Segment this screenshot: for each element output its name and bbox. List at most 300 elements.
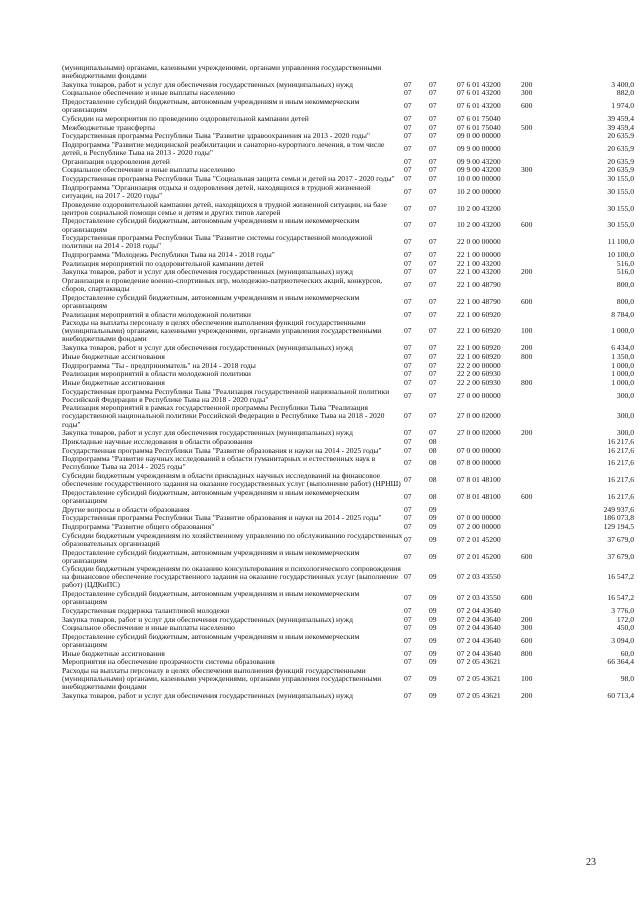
row-amount: 1 000,0: [611, 369, 634, 379]
row-target-article: 10 0 00 00000: [457, 174, 501, 184]
row-section-code: 07: [404, 504, 412, 514]
row-name: Закупка товаров, работ и услуг для обеспечения государственных (муниципальных) нужд: [62, 614, 353, 624]
row-amount: 30 155,0: [607, 186, 634, 196]
row-subsection-code: 07: [429, 88, 437, 98]
row-section-code: 07: [404, 249, 412, 259]
row-target-article: 07 2 05 43621: [457, 691, 501, 701]
table-row: [62, 388, 634, 405]
row-name: Предоставление субсидий бюджетным, автономным учреждениям и иным некоммерческим организациям: [62, 547, 360, 565]
row-amount: 66 364,4: [607, 657, 634, 667]
row-target-article: 22 2 00 60930: [457, 377, 501, 387]
row-section-code: [404, 64, 429, 81]
row-section-code: 07: [404, 156, 412, 166]
row-name: (муниципальными) органами, казенными учреждениями, органами управления государственными внебюджетными фондами: [62, 63, 382, 81]
row-expense-type: [521, 141, 561, 158]
row-name: Проведение оздоровительной кампании детей, находящихся в трудной жизненной ситуации, на базе центров социальной помощи семье и детям и других типов лагерей: [62, 199, 387, 217]
row-expense-type: 800: [521, 377, 533, 387]
row-amount: 20 635,9: [607, 144, 634, 154]
row-subsection-code: 07: [429, 411, 437, 421]
row-name: Реализация мероприятий в области молодежной политики: [62, 369, 251, 379]
row-name: Мероприятия на обеспечение прозрачности системы образования: [62, 657, 275, 667]
row-expense-type: [521, 455, 561, 472]
row-section-code: 07: [404, 390, 412, 400]
row-name: Государственная программа Республики Тыва "Развитие здравоохранения на 2013 - 2020 годы": [62, 131, 370, 141]
row-amount: 1 000,0: [611, 326, 634, 336]
row-amount: 20 635,9: [607, 156, 634, 166]
row-name: Государственная программа Республики Тыва "Реализация государственной национальной политики Российской Федерации в Республике Тыва на 2018 - 2020 годы": [62, 386, 390, 404]
row-subsection-code: 08: [429, 436, 437, 446]
row-target-article: 07 6 01 75040: [457, 113, 501, 123]
row-subsection-code: 07: [429, 390, 437, 400]
row-expense-type: 300: [521, 165, 533, 175]
row-name: Расходы на выплаты персоналу в целях обеспечения выполнения функций государственными (муниципальными) органами, казенными учреждениями, органами управления государственными внебюджетными фондами: [62, 666, 382, 692]
row-expense-type: [521, 658, 561, 667]
row-name: Предоставление субсидий бюджетным, автономным учреждениям и иным некоммерческим организациям: [62, 632, 360, 650]
row-expense-type: [521, 514, 561, 523]
row-target-article: 22 2 00 60930: [457, 369, 501, 379]
row-expense-type: [521, 532, 561, 549]
row-amount: [561, 64, 634, 81]
row-amount: 98,0: [620, 674, 634, 684]
row-name: Государственная поддержка талантливой молодежи: [62, 605, 230, 615]
row-target-article: 27 0 00 02000: [457, 411, 501, 421]
row-target-article: 07 2 01 45200: [457, 551, 501, 561]
row-amount: 16 217,6: [607, 491, 634, 501]
row-subsection-code: 08: [429, 491, 437, 501]
row-subsection-code: 09: [429, 593, 437, 603]
row-subsection-code: 07: [429, 326, 437, 336]
table-row: [62, 489, 634, 506]
row-section-code: 07: [404, 258, 412, 268]
row-expense-type: [521, 472, 561, 489]
table-row: [62, 141, 634, 158]
row-subsection-code: 07: [429, 131, 437, 141]
row-expense-type: [521, 311, 561, 320]
row-subsection-code: 09: [429, 534, 437, 544]
table-row: [62, 234, 634, 251]
row-expense-type: [521, 175, 561, 184]
row-name: Прикладные научные исследования в области образования: [62, 436, 253, 446]
row-name: Государственная программа Республики Тыва "Развитие образования и науки на 2014 - 2025 годы": [62, 513, 382, 523]
row-target-article: 07 8 01 48100: [457, 491, 501, 501]
row-target-article: 07 6 01 43200: [457, 88, 501, 98]
row-target-article: 07 2 05 43621: [457, 657, 501, 667]
row-name: Реализация мероприятий в рамках государственной программы Республики Тыва "Реализация государственной национальной политики Российской Федерации в Республике Тыва на 2018 - 2020 годы": [62, 403, 385, 429]
row-target-article: 22 1 00 00000: [457, 249, 501, 259]
row-target-article: 22 1 00 43200: [457, 258, 501, 268]
table-row: [62, 201, 634, 218]
row-section-code: 07: [404, 144, 412, 154]
row-section-code: 07: [404, 572, 412, 582]
row-name: Подпрограмма "Молодежь Республики Тыва на 2014 - 2018 годы": [62, 249, 275, 259]
row-amount: 37 679,0: [607, 534, 634, 544]
row-section-code: 07: [404, 436, 412, 446]
row-target-article: 22 1 00 60920: [457, 309, 501, 319]
row-subsection-code: 07: [429, 79, 437, 89]
row-subsection-code: 09: [429, 572, 437, 582]
row-expense-type: [521, 132, 561, 141]
row-target-article: 09 9 00 43200: [457, 165, 501, 175]
row-expense-type: 600: [521, 551, 533, 561]
row-target-article: 07 2 04 43640: [457, 648, 501, 658]
row-amount: 16 217,6: [607, 445, 634, 455]
row-name: Закупка товаров, работ и услуг для обеспечения государственных (муниципальных) нужд: [62, 691, 353, 701]
row-subsection-code: 07: [429, 428, 437, 438]
row-section-code: 07: [404, 377, 412, 387]
row-section-code: 07: [404, 309, 412, 319]
row-section-code: 07: [404, 623, 412, 633]
row-target-article: 07 2 04 43640: [457, 614, 501, 624]
row-subsection-code: 07: [429, 258, 437, 268]
row-section-code: 07: [404, 411, 412, 421]
row-expense-type: [521, 251, 561, 260]
row-expense-type: 500: [521, 122, 533, 132]
row-section-code: 07: [404, 605, 412, 615]
row-name: Другие вопросы в области образования: [62, 504, 190, 514]
row-expense-type: 200: [521, 614, 533, 624]
row-subsection-code: 07: [429, 351, 437, 361]
row-target-article: 22 1 00 48790: [457, 280, 501, 290]
row-name: Подпрограмма "Развитие общего образования": [62, 522, 215, 532]
row-expense-type: [521, 277, 561, 294]
row-name: Закупка товаров, работ и услуг для обеспечения государственных (муниципальных) нужд: [62, 343, 353, 353]
row-name: Организация и проведение военно-спортивных игр, молодежно-патриотических акций, конкурсов, сборов, спартакиады: [62, 276, 383, 294]
row-target-article: 07 0 00 00000: [457, 513, 501, 523]
table-row: [62, 455, 634, 472]
row-expense-type: [521, 523, 561, 532]
row-amount: 10 100,0: [607, 249, 634, 259]
row-target-article: 07 2 04 43640: [457, 636, 501, 646]
row-target-article: 22 2 00 00000: [457, 360, 501, 370]
table-row: [62, 590, 634, 607]
row-section-code: 07: [404, 131, 412, 141]
table-row: [62, 294, 634, 311]
row-target-article: 22 1 00 60920: [457, 343, 501, 353]
row-expense-type: [521, 184, 561, 201]
row-amount: 16 547,2: [607, 572, 634, 582]
row-target-article: 22 1 00 60920: [457, 326, 501, 336]
row-name: Подпрограмма "Ты - предприниматель" на 2014 - 2018 годы: [62, 360, 256, 370]
row-target-article: 07 6 01 43200: [457, 79, 501, 89]
row-subsection-code: 07: [429, 360, 437, 370]
row-expense-type: 200: [521, 79, 533, 89]
row-subsection-code: 09: [429, 605, 437, 615]
table-row: [62, 692, 634, 701]
row-amount: 60,0: [620, 648, 634, 658]
row-expense-type: 600: [521, 491, 533, 501]
row-subsection-code: 09: [429, 674, 437, 684]
row-target-article: 22 1 00 48790: [457, 296, 501, 306]
table-row: [62, 217, 634, 234]
row-expense-type: 600: [521, 593, 533, 603]
row-section-code: 07: [404, 445, 412, 455]
row-expense-type: 800: [521, 351, 533, 361]
row-amount: 3 776,0: [611, 605, 634, 615]
row-expense-type: [521, 388, 561, 405]
row-amount: 172,0: [616, 614, 634, 624]
row-section-code: 07: [404, 551, 412, 561]
row-amount: 30 155,0: [607, 174, 634, 184]
table-row: [62, 319, 634, 344]
row-name: Государственная программа Республики Тыва "Социальная защита семьи и детей на 2017 - 2020 годы": [62, 174, 395, 184]
row-amount: 60 713,4: [607, 691, 634, 701]
row-name: Закупка товаров, работ и услуг для обеспечения государственных (муниципальных) нужд: [62, 267, 353, 277]
row-expense-type: 600: [521, 220, 533, 230]
table-row: [62, 277, 634, 294]
row-name: Государственная программа Республики Тыва "Развитие образования и науки на 2014 - 2025 годы": [62, 445, 382, 455]
row-target-article: 07 0 00 00000: [457, 445, 501, 455]
row-name: Социальное обеспечение и иные выплаты населению: [62, 165, 235, 175]
row-amount: 800,0: [616, 296, 634, 306]
row-target-article: 09 9 00 00000: [457, 144, 501, 154]
row-subsection-code: 09: [429, 636, 437, 646]
row-name: Иные бюджетные ассигнования: [62, 648, 165, 658]
row-subsection-code: 07: [429, 186, 437, 196]
row-expense-type: [521, 565, 561, 590]
row-amount: 1 974,0: [611, 101, 634, 111]
table-row: [62, 633, 634, 650]
row-section-code: 07: [404, 428, 412, 438]
row-section-code: 07: [404, 79, 412, 89]
row-section-code: 07: [404, 237, 412, 247]
row-subsection-code: 09: [429, 657, 437, 667]
row-subsection-code: 07: [429, 267, 437, 277]
row-amount: 3 400,0: [611, 79, 634, 89]
row-target-article: 07 8 01 48100: [457, 475, 501, 485]
row-name: Предоставление субсидий бюджетным, автономным учреждениям и иным некоммерческим организациям: [62, 216, 360, 234]
row-target-article: 07 2 01 45200: [457, 534, 501, 544]
row-section-code: 07: [404, 113, 412, 123]
row-amount: 16 217,6: [607, 458, 634, 468]
row-subsection-code: 08: [429, 475, 437, 485]
row-name: Межбюджетные трансферты: [62, 122, 155, 132]
table-row: [62, 64, 634, 81]
row-amount: 39 459,4: [607, 122, 634, 132]
row-section-code: 07: [404, 351, 412, 361]
row-name: Социальное обеспечение и иные выплаты населению: [62, 88, 235, 98]
table-row: [62, 667, 634, 692]
row-amount: 16 547,2: [607, 593, 634, 603]
row-subsection-code: 07: [429, 309, 437, 319]
row-name: Предоставление субсидий бюджетным, автономным учреждениям и иным некоммерческим организациям: [62, 487, 360, 505]
row-subsection-code: 07: [429, 220, 437, 230]
row-amount: 1 350,0: [611, 351, 634, 361]
row-subsection-code: 07: [429, 113, 437, 123]
row-section-code: 07: [404, 186, 412, 196]
row-section-code: 07: [404, 475, 412, 485]
row-section-code: 07: [404, 614, 412, 624]
row-name: Иные бюджетные ассигнования: [62, 351, 165, 361]
row-target-article: 10 2 00 43200: [457, 220, 501, 230]
row-amount: 37 679,0: [607, 551, 634, 561]
row-name: Субсидии бюджетным учреждениям в области прикладных научных исследований на финансовое обеспечение государственного задания на оказание государственных услуг (выполнение работ) (НРНШ): [62, 471, 401, 489]
row-name: Субсидии бюджетным учреждениям по хозяйственному управлению по обслуживанию государственных образовательных организаций: [62, 530, 403, 548]
row-target-article: 07 8 00 00000: [457, 458, 501, 468]
budget-table-body: [62, 64, 634, 701]
row-section-code: 07: [404, 534, 412, 544]
row-amount: 800,0: [616, 280, 634, 290]
row-section-code: 07: [404, 267, 412, 277]
row-expense-type: [521, 447, 561, 456]
row-name: Реализация мероприятий по оздоровительной кампании детей: [62, 258, 264, 268]
row-name: Организация оздоровления детей: [62, 156, 170, 166]
row-expense-type: [521, 438, 561, 447]
row-section-code: 07: [404, 458, 412, 468]
row-amount: 249 937,6: [603, 504, 634, 514]
row-subsection-code: 09: [429, 551, 437, 561]
row-name: Предоставление субсидий бюджетным, автономным учреждениям и иным некоммерческим организациям: [62, 589, 360, 607]
row-subsection-code: 09: [429, 623, 437, 633]
table-row: [62, 184, 634, 201]
row-section-code: 07: [404, 220, 412, 230]
row-subsection-code: 07: [429, 165, 437, 175]
row-target-article: 07 2 03 43550: [457, 572, 501, 582]
row-section-code: 07: [404, 657, 412, 667]
row-name: Предоставление субсидий бюджетным, автономным учреждениям и иным некоммерческим организациям: [62, 292, 360, 310]
row-name: Реализация мероприятий в области молодежной политики: [62, 309, 251, 319]
row-subsection-code: [429, 64, 457, 81]
row-amount: 39 459,4: [607, 113, 634, 123]
row-expense-type: 200: [521, 428, 533, 438]
table-row: [62, 472, 634, 489]
row-amount: 300,0: [616, 411, 634, 421]
row-amount: 129 194,5: [603, 522, 634, 532]
row-subsection-code: 09: [429, 522, 437, 532]
row-subsection-code: 09: [429, 513, 437, 523]
row-amount: 882,0: [616, 88, 634, 98]
row-expense-type: 300: [521, 88, 533, 98]
table-row: [62, 565, 634, 590]
row-amount: 3 094,0: [611, 636, 634, 646]
row-subsection-code: 08: [429, 458, 437, 468]
row-amount: 30 155,0: [607, 220, 634, 230]
row-expense-type: 300: [521, 623, 533, 633]
row-target-article: 07 6 01 75040: [457, 122, 501, 132]
row-amount: 300,0: [616, 428, 634, 438]
row-expense-type: 600: [521, 636, 533, 646]
row-expense-type: [521, 404, 561, 429]
row-section-code: 07: [404, 593, 412, 603]
row-subsection-code: 07: [429, 174, 437, 184]
row-subsection-code: 07: [429, 343, 437, 353]
row-section-code: 07: [404, 203, 412, 213]
budget-table: [62, 64, 634, 701]
row-amount: 30 155,0: [607, 203, 634, 213]
row-section-code: 07: [404, 360, 412, 370]
row-amount: 516,0: [616, 258, 634, 268]
row-section-code: 07: [404, 691, 412, 701]
row-expense-type: 200: [521, 691, 533, 701]
row-amount: 186 073,8: [603, 513, 634, 523]
row-expense-type: [521, 506, 561, 515]
row-amount: 450,0: [616, 623, 634, 633]
row-target-article: [457, 64, 521, 81]
row-target-article: 07 2 03 43550: [457, 593, 501, 603]
row-name: Государственная программа Республики Тыва "Развитие системы государственной молодежной политики на 2014 - 2018 годы": [62, 233, 373, 251]
row-section-code: 07: [404, 165, 412, 175]
row-expense-type: 100: [521, 326, 533, 336]
row-amount: 20 635,9: [607, 131, 634, 141]
row-subsection-code: 09: [429, 504, 437, 514]
row-target-article: 07 6 01 43200: [457, 101, 501, 111]
row-subsection-code: 07: [429, 296, 437, 306]
row-section-code: 07: [404, 648, 412, 658]
row-subsection-code: 09: [429, 614, 437, 624]
row-section-code: 07: [404, 636, 412, 646]
row-name: Закупка товаров, работ и услуг для обеспечения государственных (муниципальных) нужд: [62, 428, 353, 438]
row-target-article: 22 1 00 60920: [457, 351, 501, 361]
row-subsection-code: 07: [429, 249, 437, 259]
row-name: Подпрограмма "Развитие научных исследований в области гуманитарных и естественных наук в Республике Тыва на 2014 - 2025 годы": [62, 454, 376, 472]
row-section-code: 07: [404, 513, 412, 523]
row-target-article: 27 0 00 00000: [457, 390, 501, 400]
row-section-code: 07: [404, 522, 412, 532]
row-target-article: 09 0 00 00000: [457, 131, 501, 141]
row-target-article: 27 0 00 02000: [457, 428, 501, 438]
row-target-article: 22 0 00 00000: [457, 237, 501, 247]
row-expense-type: [521, 362, 561, 371]
row-name: Иные бюджетные ассигнования: [62, 377, 165, 387]
row-amount: 16 217,6: [607, 475, 634, 485]
row-name: Субсидии на мероприятия по проведению оздоровительной кампании детей: [62, 113, 309, 123]
row-section-code: 07: [404, 122, 412, 132]
row-target-article: 07 2 04 43640: [457, 605, 501, 615]
row-target-article: 22 1 00 43200: [457, 267, 501, 277]
row-target-article: 07 2 04 43640: [457, 623, 501, 633]
row-section-code: 07: [404, 343, 412, 353]
row-target-article: 07 2 00 00000: [457, 522, 501, 532]
row-expense-type: 600: [521, 101, 533, 111]
row-section-code: 07: [404, 101, 412, 111]
row-amount: 516,0: [616, 267, 634, 277]
row-subsection-code: 07: [429, 203, 437, 213]
row-amount: 1 000,0: [611, 360, 634, 370]
row-section-code: 07: [404, 674, 412, 684]
row-section-code: 07: [404, 326, 412, 336]
row-section-code: 07: [404, 88, 412, 98]
row-section-code: 07: [404, 491, 412, 501]
row-expense-type: [521, 201, 561, 218]
table-row: [62, 532, 634, 549]
row-amount: 1 000,0: [611, 377, 634, 387]
row-subsection-code: 07: [429, 369, 437, 379]
row-expense-type: 600: [521, 296, 533, 306]
row-subsection-code: 07: [429, 101, 437, 111]
row-section-code: 07: [404, 296, 412, 306]
row-expense-type: 200: [521, 343, 533, 353]
table-row: [62, 549, 634, 566]
row-subsection-code: 07: [429, 237, 437, 247]
row-section-code: 07: [404, 369, 412, 379]
row-subsection-code: 07: [429, 144, 437, 154]
row-target-article: 07 2 05 43621: [457, 674, 501, 684]
row-subsection-code: 07: [429, 377, 437, 387]
row-subsection-code: 09: [429, 691, 437, 701]
page-number: 23: [586, 857, 596, 868]
row-expense-type: 100: [521, 674, 533, 684]
table-row: [62, 98, 634, 115]
row-amount: 11 100,0: [607, 237, 634, 247]
row-name: Субсидии бюджетным учреждениям по оказанию консультирования и психологического сопровождения на финансовое обеспечение государственного задания на оказание государственных услуг (выполнение работ) (ЦДКиПС): [62, 564, 401, 590]
row-subsection-code: 07: [429, 156, 437, 166]
row-expense-type: 800: [521, 648, 533, 658]
row-target-article: 10 2 00 00000: [457, 186, 501, 196]
row-name: Социальное обеспечение и иные выплаты населению: [62, 623, 235, 633]
row-amount: 6 434,0: [611, 343, 634, 353]
row-section-code: 07: [404, 174, 412, 184]
row-target-article: 09 9 00 43200: [457, 156, 501, 166]
row-expense-type: [521, 234, 561, 251]
